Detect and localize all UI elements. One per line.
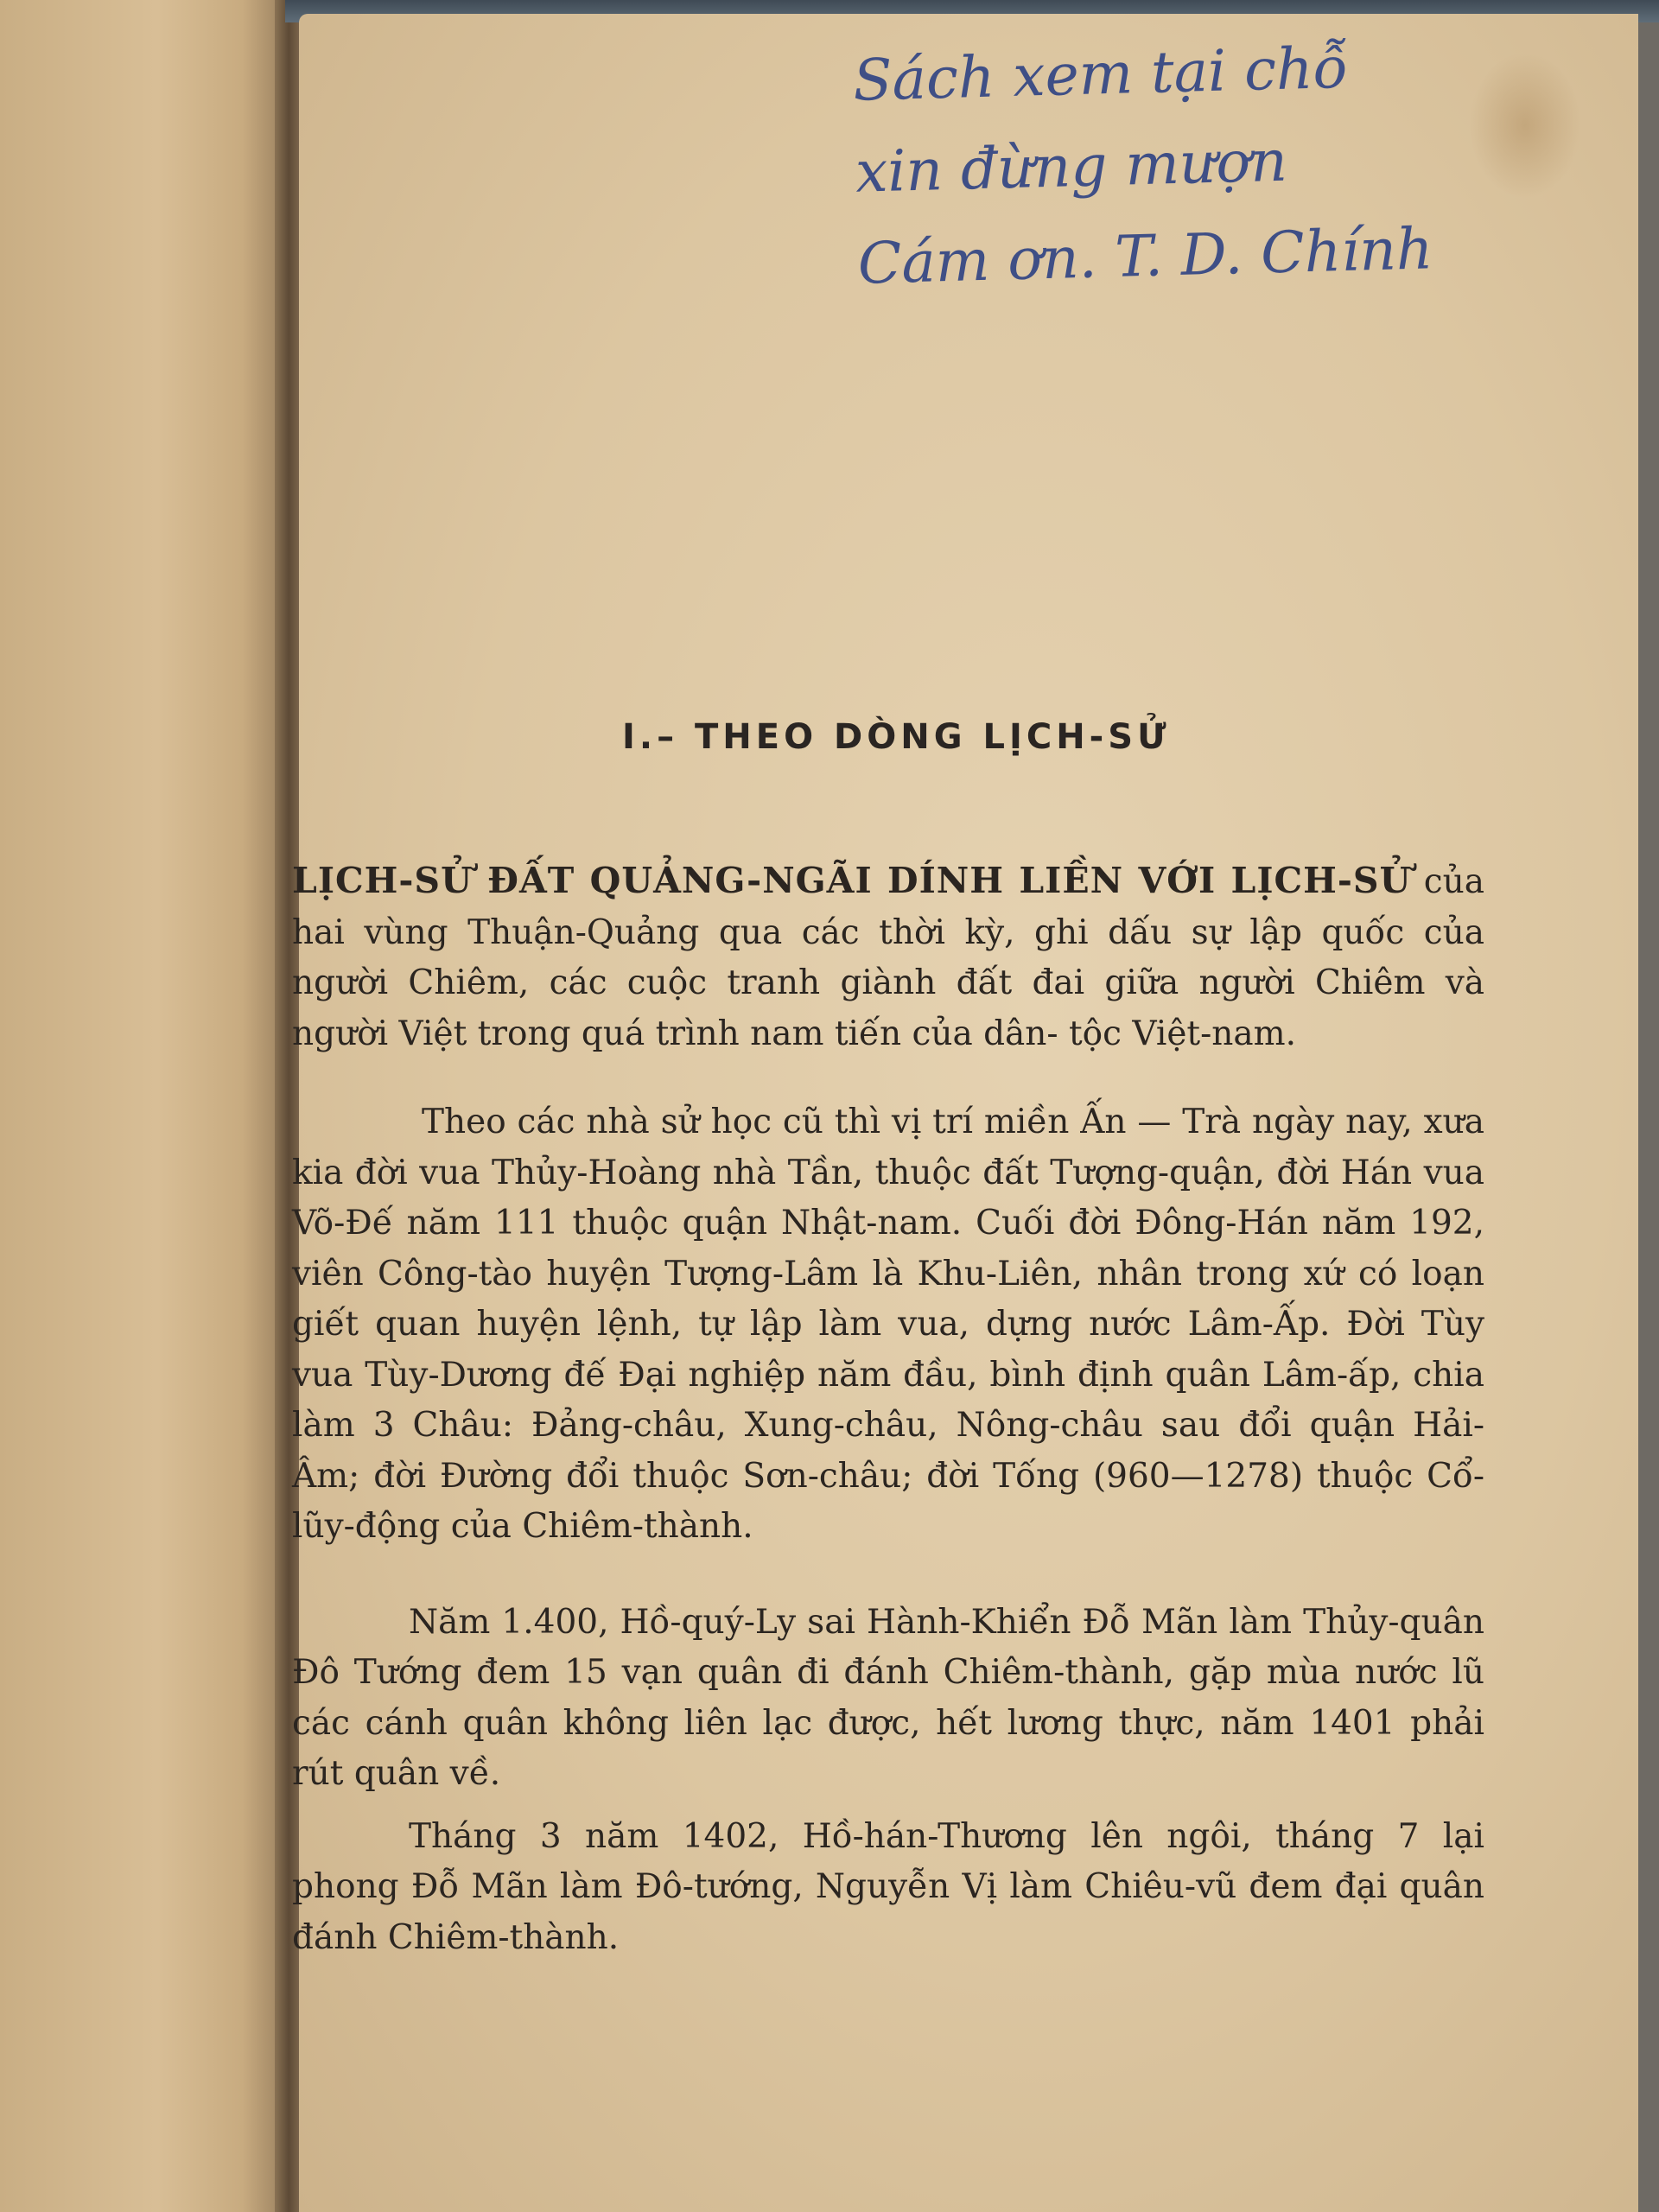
handwritten-line: xin đừng mượn xyxy=(855,127,1288,206)
paragraph-2: Theo các nhà sử học cũ thì vị trí miền Ấn — Trà ngày nay, xưa kia đời vua Thủy-Hoàng nhà Tần, thuộc đất Tượng-quận, đời Hán vua Võ-Đế năm 111 thuộc quận Nhật-nam. Cuối đời Đông-Hán năm 192, viên Công-tào huyện Tượng-Lâm là Khu-Liên, nhân trong xứ có loạn giết quan huyện lệnh, tự lập làm vua, dựng nước Lâm-Ấp. Đời Tùy vua Tùy-Dương đế Đại nghiệp năm đầu, bình định quân Lâm-ấp, chia làm 3 Châu: Đảng-châu, Xung-châu, Nông-châu sau đổi quận Hải-Âm; đời Đường đổi thuộc Sơn-châu; đời Tống (960—1278) thuộc Cổ-lũy-động của Chiêm-thành. xyxy=(292,1103,1484,1546)
handwritten-line: Sách xem tại chỗ xyxy=(852,34,1349,114)
paragraph-1 xyxy=(292,855,1484,1059)
body-text xyxy=(292,855,1484,1963)
paragraph-text: của hai vùng Thuận-Quảng qua các thời kỳ, ghi dấu sự lập quốc của người Chiêm, các cuộc tranh giành đất đai giữa người Chiêm và người Việt trong quá trình nam tiến của dân- tộc Việt-nam. xyxy=(292,862,1484,1053)
paragraph-lead: LỊCH-SỬ ĐẤT QUẢNG-NGÃI DÍNH LIỀN VỚI LỊCH-SỬ xyxy=(292,860,1412,901)
chapter-heading: I.– THEO DÒNG LỊCH-SỬ xyxy=(622,717,1171,757)
handwritten-line: Cám ơn. T. D. Chính xyxy=(856,215,1434,297)
paragraph-3: Năm 1.400, Hồ-quý-Ly sai Hành-Khiển Đỗ Mãn làm Thủy-quân Đô Tướng đem 15 vạn quân đi đánh Chiêm-thành, gặp mùa nước lũ các cánh quân không liên lạc được, hết lương thực, năm 1401 phải rút quân về. xyxy=(292,1602,1484,1793)
handwritten-note xyxy=(835,16,1585,310)
left-page xyxy=(0,0,285,2212)
paragraph-4: Tháng 3 năm 1402, Hồ-hán-Thương lên ngôi, tháng 7 lại phong Đỗ Mãn làm Đô-tướng, Nguyễn Vị làm Chiêu-vũ đem đại quân đánh Chiêm-thành. xyxy=(292,1816,1484,1957)
